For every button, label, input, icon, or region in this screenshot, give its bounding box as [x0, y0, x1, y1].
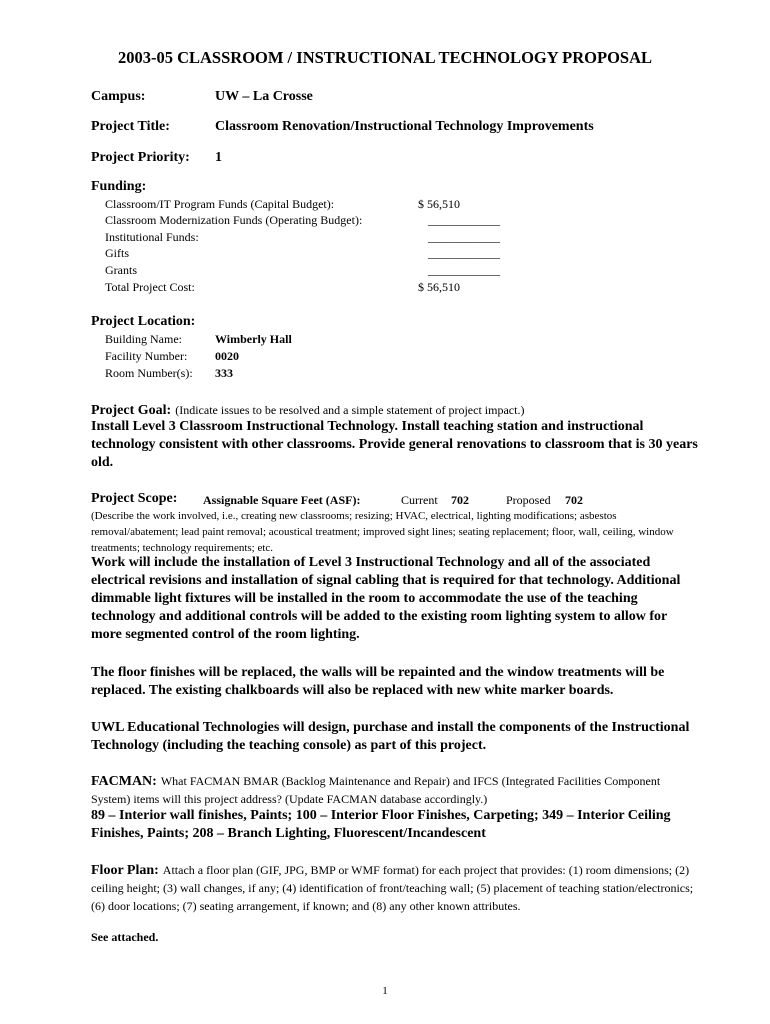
page-number: 1	[382, 985, 388, 997]
project-title-value: Classroom Renovation/Instructional Technology Improvements	[215, 119, 594, 134]
funding-row-value: ____________	[428, 213, 500, 227]
scope-hint: (Describe the work involved, i.e., creating new classrooms; resizing; HVAC, electrical, lighting modifications; asbestos removal/abatement; lead paint removal; acoustical treatment; improved sight lines; seating replacement; floor, wall, ceiling, window treatments; technology requirements; etc.	[91, 510, 674, 554]
funding-total-label: Total Project Cost:	[105, 280, 195, 294]
funding-row-value: ____________	[428, 263, 500, 277]
floorplan-block	[91, 861, 706, 915]
asf-label: Assignable Square Feet (ASF):	[203, 493, 361, 507]
priority-label: Project Priority:	[91, 150, 190, 165]
location-row-label: Facility Number:	[105, 349, 188, 363]
facman-line	[91, 772, 701, 808]
scope-paragraph: Work will include the installation of Level 3 Instructional Technology and all of the associated electrical revisions and installation of signal cabling that is required for that technology. Additional dimmable light fixtures will be installed in the room to accommodate the use of the teaching technology and additional controls will be added to the existing room lighting system to allow for more segmented control of the room lighting.	[91, 555, 681, 642]
priority-value: 1	[215, 150, 222, 165]
campus-value: UW – La Crosse	[215, 89, 313, 104]
funding-row-label: Grants	[105, 263, 137, 277]
funding-row-label: Gifts	[105, 246, 129, 260]
floorplan-hint: Attach a floor plan (GIF, JPG, BMP or WMF format) for each project that provides: (1) room dimensions; (2) ceiling height; (3) wall changes, if any; (4) identification of front/teaching wall; (5) placement of teaching station/electronics; (6) door locations; (7) seating arrangement, if known; and (8) any other known attributes.	[91, 863, 694, 913]
scope-label: Project Scope:	[91, 491, 178, 506]
facman-label: FACMAN:	[91, 774, 157, 789]
goal-label: Project Goal:	[91, 403, 172, 418]
facman-items: 89 – Interior wall finishes, Paints; 100 – Interior Floor Finishes, Carpeting; 349 – Interior Ceiling Finishes, Paints; 208 – Branch Lighting, Fluorescent/Incandescent	[91, 808, 671, 841]
funding-row-value: ____________	[428, 230, 500, 244]
goal-hint: (Indicate issues to be resolved and a simple statement of project impact.)	[175, 403, 525, 417]
goal-line	[91, 401, 524, 419]
current-value: 702	[451, 493, 469, 507]
document-title: 2003-05 CLASSROOM / INSTRUCTIONAL TECHNOLOGY PROPOSAL	[117, 48, 653, 67]
funding-row-value: $ 56,510	[418, 197, 460, 211]
location-row-label: Room Number(s):	[105, 366, 193, 380]
floorplan-label: Floor Plan:	[91, 863, 159, 878]
room-number-value: 333	[215, 366, 233, 380]
location-row-label: Building Name:	[105, 332, 182, 346]
facman-hint: What FACMAN BMAR (Backlog Maintenance and Repair) and IFCS (Integrated Facilities Component System) items will this project address? (Update FACMAN database accordingly.)	[91, 774, 661, 806]
see-attached: See attached.	[91, 930, 159, 944]
funding-row-label: Classroom/IT Program Funds (Capital Budget):	[105, 197, 335, 211]
building-name-value: Wimberly Hall	[215, 332, 292, 346]
scope-paragraph: UWL Educational Technologies will design, purchase and install the components of the Instructional Technology (including the teaching console) as part of this project.	[91, 720, 690, 753]
scope-paragraph: The floor finishes will be replaced, the walls will be repainted and the window treatments will be replaced. The existing chalkboards will also be replaced with new white marker boards.	[91, 665, 665, 698]
funding-row-label: Institutional Funds:	[105, 230, 199, 244]
proposed-value: 702	[565, 493, 583, 507]
facility-number-value: 0020	[215, 349, 239, 363]
funding-row-value: ____________	[428, 246, 500, 260]
location-heading: Project Location:	[91, 314, 196, 329]
current-label: Current	[401, 493, 438, 507]
project-title-label: Project Title:	[91, 119, 170, 134]
funding-total-value: $ 56,510	[418, 280, 460, 294]
funding-row-label: Classroom Modernization Funds (Operating Budget):	[105, 213, 363, 227]
funding-heading: Funding:	[91, 179, 147, 194]
proposed-label: Proposed	[506, 493, 551, 507]
goal-text: Install Level 3 Classroom Instructional Technology. Install teaching station and instructional technology consistent with other classrooms. Provide general renovations to classroom that is 30 years old.	[91, 419, 698, 470]
campus-label: Campus:	[91, 89, 146, 104]
